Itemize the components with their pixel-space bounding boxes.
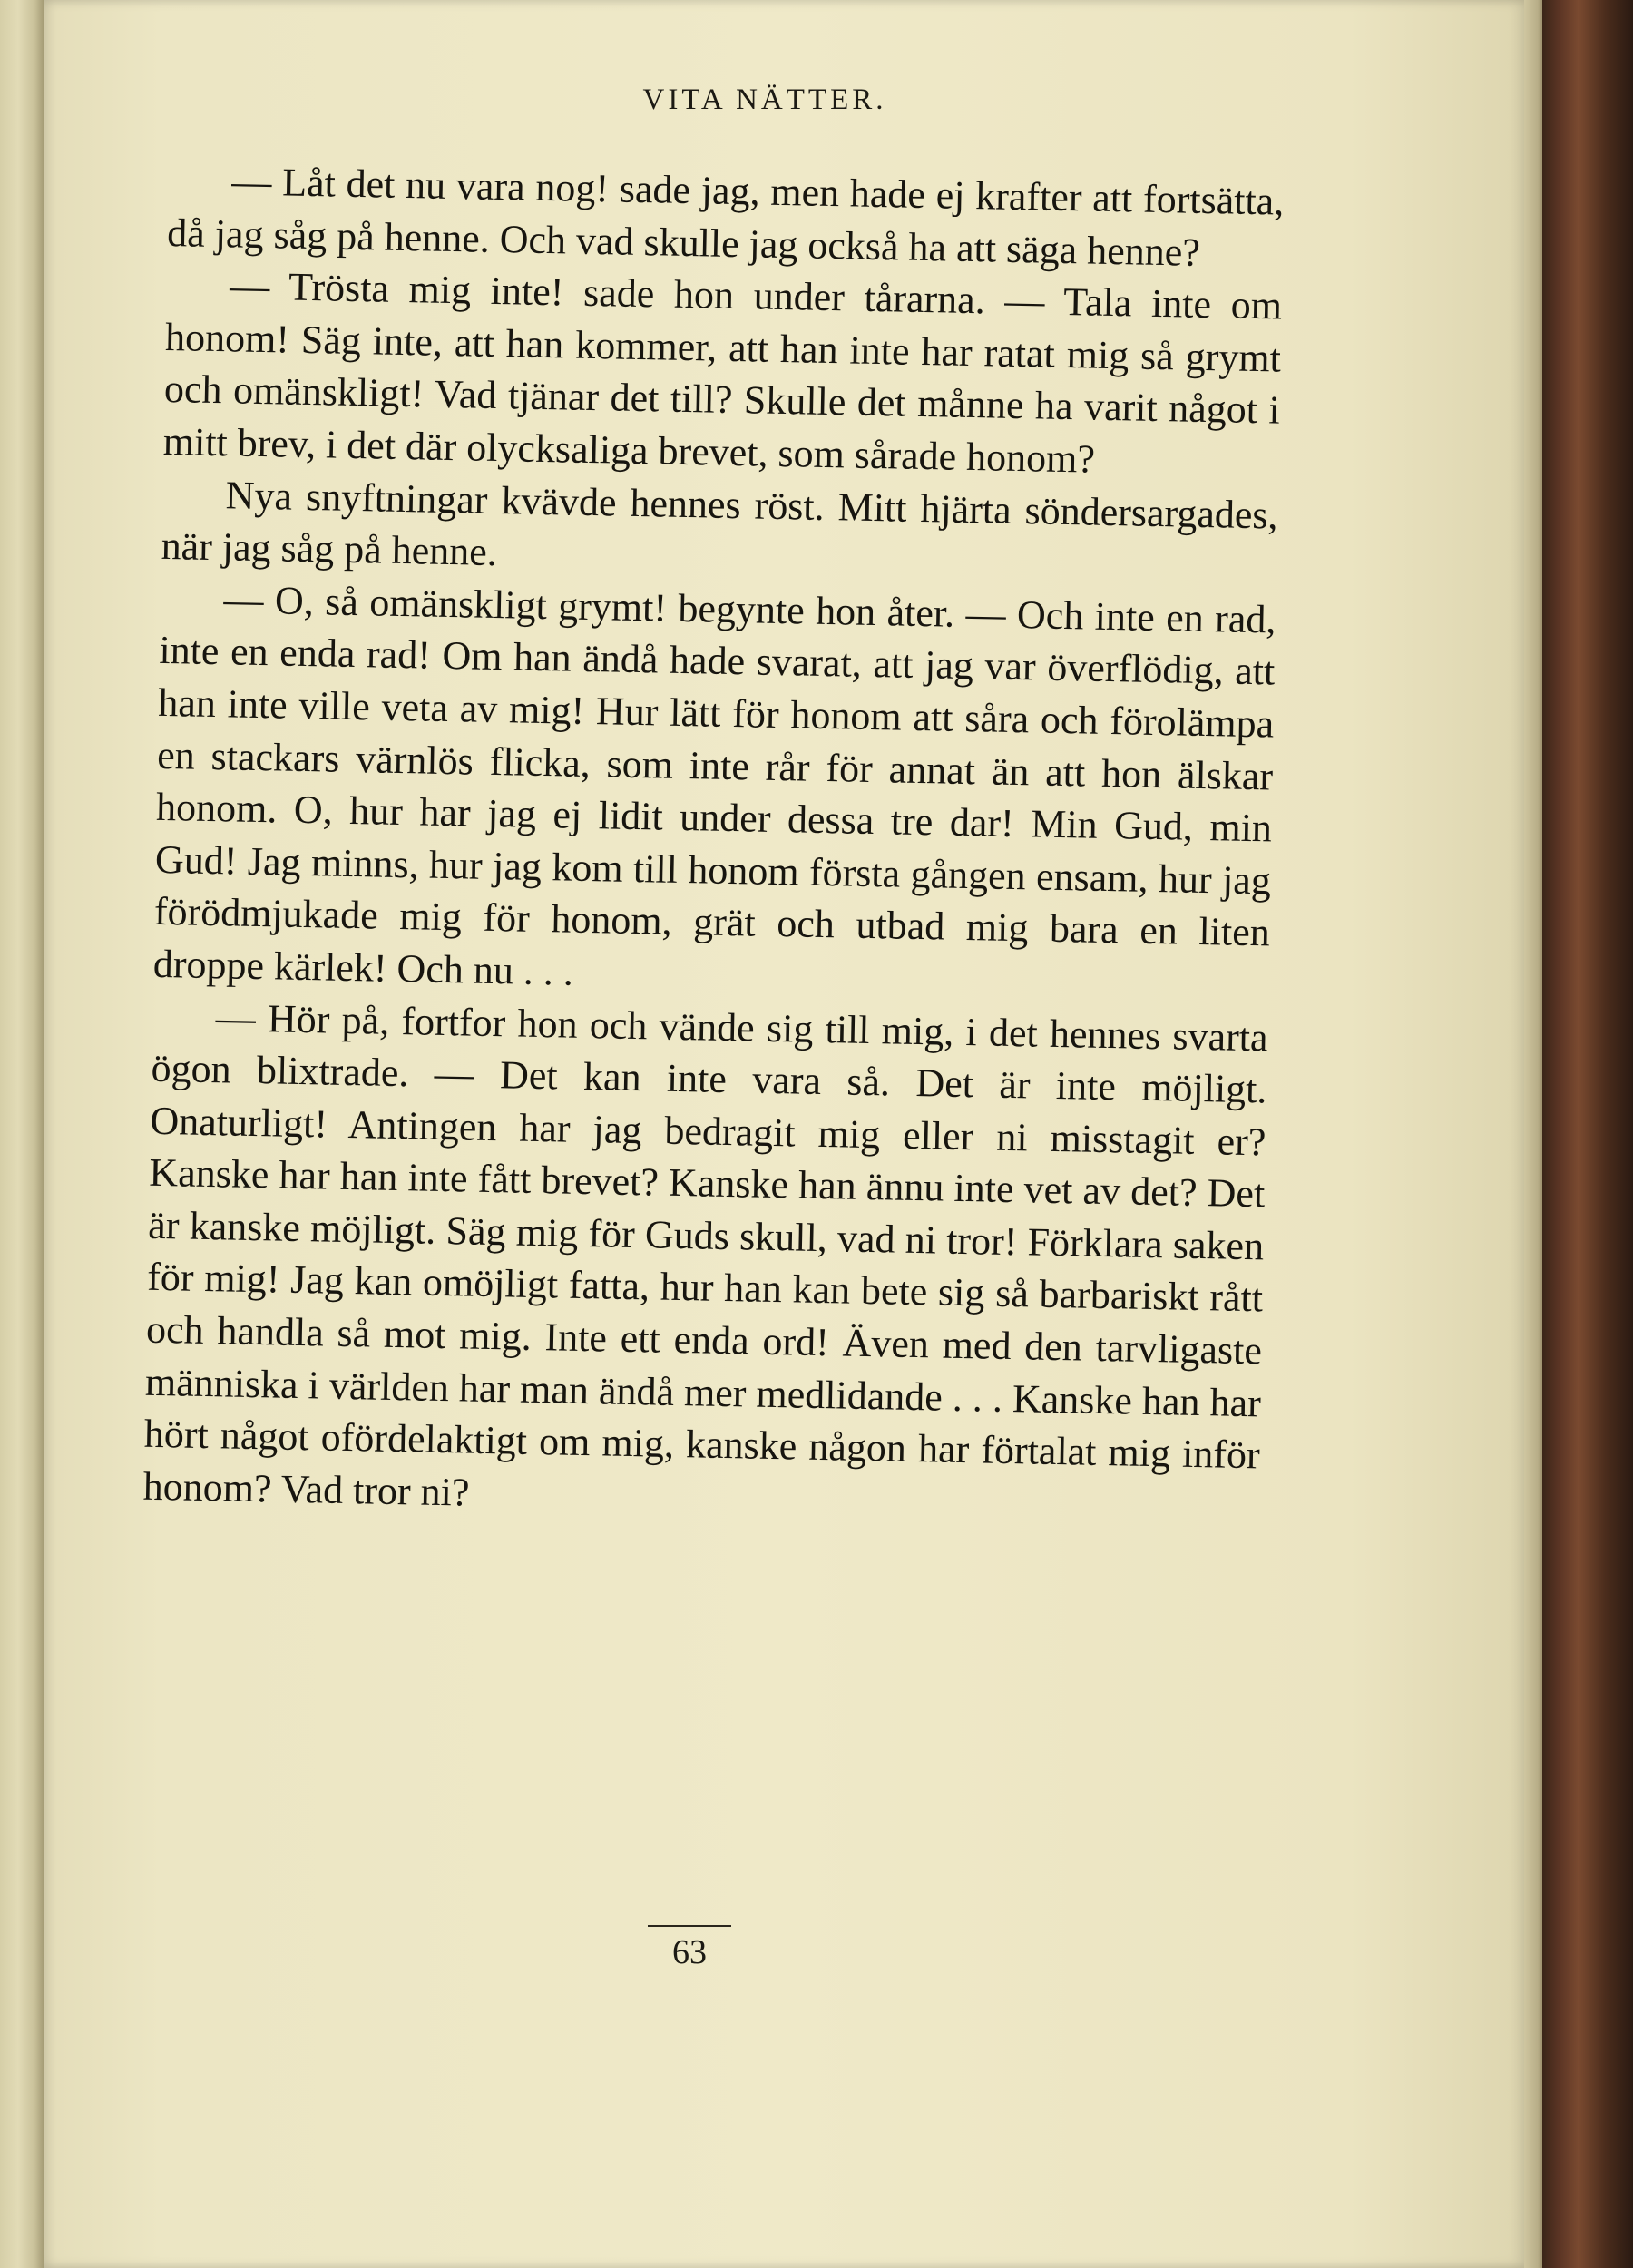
previous-page-edge [0, 0, 45, 2268]
paragraph: — Trösta mig inte! sade hon under tårarna. — Tala inte om honom! Säg inte, att han kommer, att han inte har ratat mig så grymt och omänskligt! Vad tjänar det till? Skulle det månne ha varit något i mitt brev, i det där olycksaliga brevet, som sårade honom? [162, 263, 1283, 482]
folio-rule [648, 1925, 731, 1927]
running-head: VITA NÄTTER. [642, 83, 887, 116]
book-cover-edge [1542, 0, 1633, 2268]
book-page [44, 0, 1528, 2268]
page-text [142, 154, 1285, 1534]
paragraph: — O, så omänskligt grymt! begynte hon åter. — Och inte en rad, inte en enda rad! Om han ändå hade svarat, att jag var överflödig, att han inte ville veta av mig! Hur lätt för honom att såra och förolämpa en stackars värnlös flicka, som inte rår för annat än att hon älskar honom. O, hur har jag ej lidit under dessa tre dar! Min Gud, min Gud! Jag minns, hur jag kom till honom första gången ensam, hur jag förödmjukade mig för honom, grät och utbad mig bara en liten droppe kärlek! Och nu . . . [152, 577, 1276, 994]
paragraph: — Hör på, fortfor hon och vände sig till mig, i det hennes svarta ögon blixtrade. — Det kan inte vara så. Det är inte möjligt. Onaturligt! Antingen har jag bedragit mig eller ni misstagit er? Kanske har han inte fått brevet? Kanske han ännu inte vet av det? Det är kanske möjligt. Säg mig för Guds skull, vad ni tror! Förklara saken för mig! Jag kan omöjligt fatta, hur han kan bete sig så barbariskt rått och handla så mot mig. Inte ett enda ord! Även med den tarvligaste människa i världen har man ändå mer medlidande . . . Kanske han har hört något ofördelaktigt om mig, kanske någon har förtalat mig inför honom? Vad tror ni? [142, 994, 1269, 1515]
paragraph: — Låt det nu vara nog! sade jag, men hade ej krafter att fortsätta, då jag såg på henne. Och vad skulle jag också ha att säga henne? [166, 159, 1285, 275]
paragraph: Nya snyftningar kvävde hennes röst. Mitt hjärta söndersargades, när jag såg på henne. [161, 472, 1279, 575]
page-number: 63 [672, 1933, 707, 1971]
